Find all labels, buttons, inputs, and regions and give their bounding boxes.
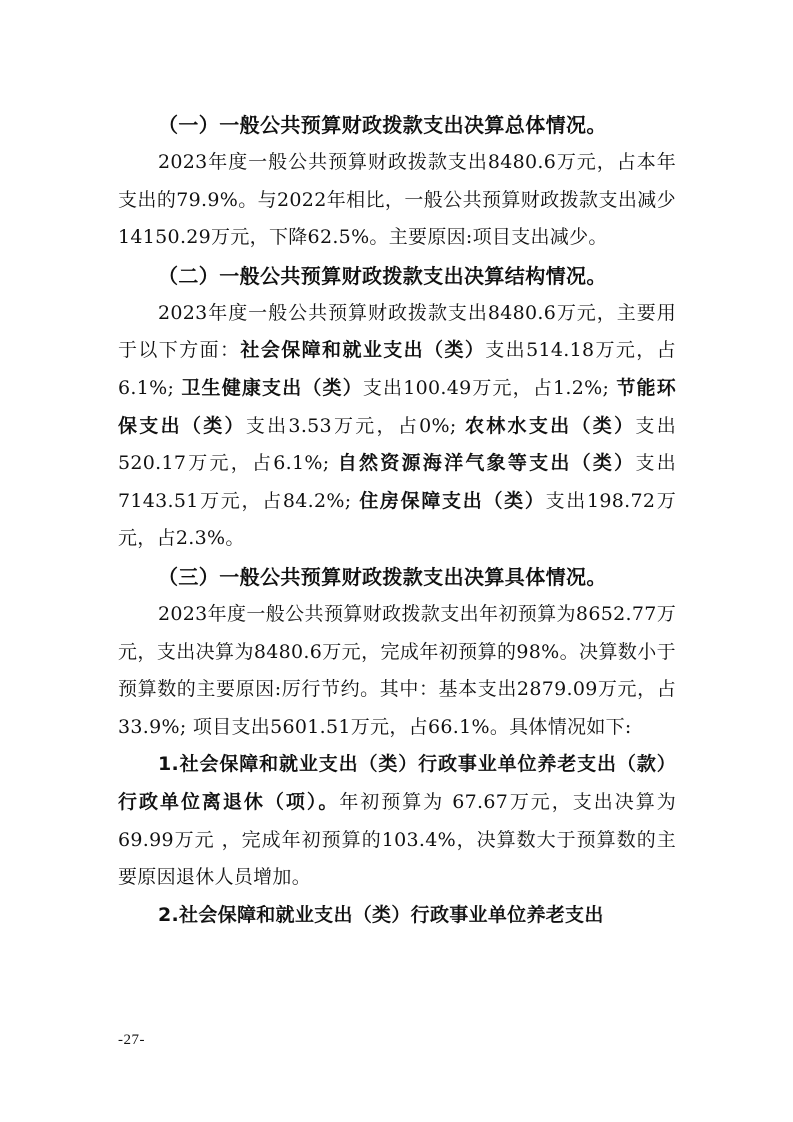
category-text-social-security: 支出514.18万元，占6.1%; xyxy=(118,339,676,399)
section-1-paragraph: 2023年度一般公共预算财政拨款支出8480.6万元，占本年支出的79.9%。与2022年相比，一般公共预算财政拨款支出减少14150.29万元，下降62.5%。主要原因:项目支出减少。 xyxy=(118,151,676,249)
item-2-paragraph xyxy=(118,897,676,935)
document-body xyxy=(118,106,676,934)
item-1-text: 年初预算为 67.67万元，支出决算为69.99万元 ，完成年初预算的103.4%，决算数大于预算数的主要原因退休人员增加。 xyxy=(118,790,676,889)
category-label-social-security: 社会保障和就业支出（类） xyxy=(240,339,486,362)
category-label-agriculture: 农林水支出（类） xyxy=(464,414,636,437)
category-label-health: 卫生健康支出（类） xyxy=(181,376,363,399)
section-2-heading: （二）一般公共预算财政拨款支出决算结构情况。 xyxy=(158,263,607,288)
category-text-energy-environment: 支出3.53万元，占0%; xyxy=(245,414,465,437)
category-text-health: 支出100.49万元，占1.2%; xyxy=(362,376,617,399)
page-number: -27- xyxy=(118,1032,145,1048)
category-text-agriculture: 支出520.17万元，占6.1%; xyxy=(118,414,676,475)
section-2-paragraph xyxy=(118,295,676,558)
section-1-heading: （一）一般公共预算财政拨款支出决算总体情况。 xyxy=(158,113,607,137)
section-3-heading: （三）一般公共预算财政拨款支出决算具体情况。 xyxy=(158,564,607,589)
item-1-label: 1.社会保障和就业支出（类）行政事业单位养老支出（款）行政单位离退休（项）。 xyxy=(118,753,676,813)
category-text-natural-resources: 支出7143.51万元，占84.2%; xyxy=(118,452,676,512)
category-label-housing: 住房保障支出（类） xyxy=(359,489,546,512)
section-2-intro: 2023年度一般公共预算财政拨款支出8480.6万元，主要用于以下方面： xyxy=(118,301,676,362)
category-text-housing: 支出198.72万元，占2.3%。 xyxy=(118,489,676,550)
item-1-paragraph xyxy=(118,746,676,896)
item-2-label: 2.社会保障和就业支出（类）行政事业单位养老支出 xyxy=(158,903,604,926)
category-label-energy-environment: 节能环保支出（类） xyxy=(118,376,677,437)
section-3-paragraph: 2023年度一般公共预算财政拨款支出年初预算为8652.77万元，支出决算为8480.6万元，完成年初预算的98%。决算数小于预算数的主要原因:厉行节约。其中：基本支出2879.09万元，占33.9%; 项目支出5601.51万元，占66.1%。具体情况如下: xyxy=(118,602,676,738)
category-label-natural-resources: 自然资源海洋气象等支出（类） xyxy=(337,452,636,475)
